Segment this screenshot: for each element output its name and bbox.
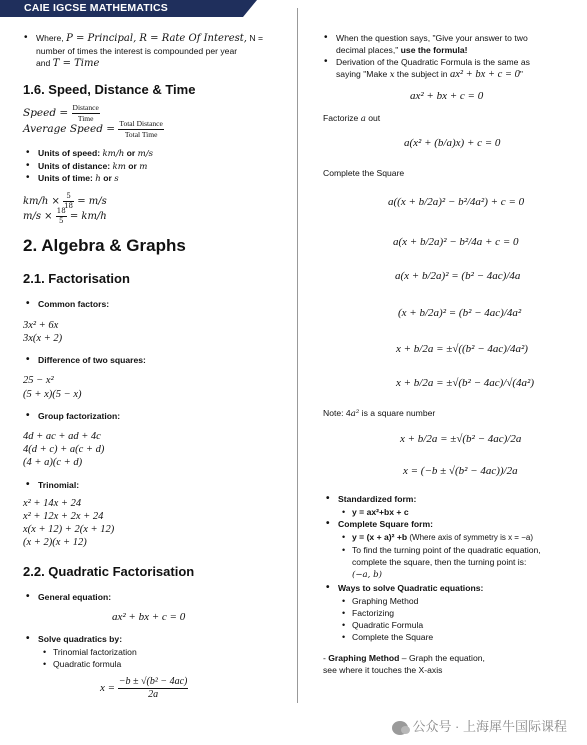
- std-form-eq: y = ax²+bx + c: [352, 507, 409, 517]
- conv2-a: m/s ×: [23, 211, 56, 222]
- note-a: Note: 4: [323, 408, 351, 418]
- units-time-v1: h: [95, 174, 101, 184]
- tr-line3: x(x + 12) + 2(x + 12): [23, 524, 115, 535]
- difference-squares-label: • Difference of two squares:: [38, 354, 146, 366]
- complete-square-label: Complete the Square: [323, 168, 405, 178]
- b1-line2b: use the formula!: [400, 45, 468, 55]
- tr-line2: x² + 12x + 2x + 24: [23, 511, 104, 522]
- ds-line2: (5 + x)(5 − x): [23, 389, 82, 400]
- units-time: [38, 172, 119, 185]
- eq-cs1: a((x + b/2a)² − b²/4a²) + c = 0: [388, 196, 525, 208]
- conv1-a: km/h ×: [23, 196, 64, 207]
- units-time-or: or: [100, 173, 115, 183]
- b2-line2b: the subject in: [394, 69, 450, 79]
- units-speed-label: Units of speed:: [38, 148, 103, 158]
- general-equation-formula: ax² + bx + c = 0: [112, 611, 186, 623]
- gf-line2: 4(d + c) + a(c + d): [23, 444, 105, 455]
- turning-point-note: [352, 544, 541, 581]
- tp-line1: To find the turning point of the quadratic equation,: [352, 545, 541, 555]
- trinomial-label: • Trinomial:: [38, 479, 79, 491]
- eq-cs8: x = (−b ± √(b² − 4ac))/2a: [403, 465, 518, 477]
- tr-line1: x² + 14x + 24: [23, 498, 82, 509]
- general-equation-label: • General equation:: [38, 591, 111, 603]
- factorize-label: [323, 112, 380, 125]
- complete-square-form-label: • Complete Square form:: [338, 518, 433, 530]
- right-bullet-derivation: [336, 56, 530, 81]
- note-b: is a square number: [359, 408, 436, 418]
- units-speed-v1: km/h: [102, 149, 125, 159]
- eq-cs4: (x + b/2a)² = (b² − 4ac)/4a²: [398, 307, 522, 319]
- b1-line2a: decimal places,": [336, 45, 401, 55]
- where-vars: P = Principal, R = Rate Of Interest,: [66, 33, 247, 44]
- speed-label: Speed =: [23, 106, 72, 119]
- units-dist-v1: km: [112, 162, 126, 172]
- where-prefix: Where,: [36, 33, 67, 43]
- graphing-method-note: [323, 652, 485, 676]
- header-title: CAIE IGCSE MATHEMATICS: [24, 2, 169, 14]
- complete-square-form-eq: [352, 531, 533, 544]
- qf-den: 2a: [148, 689, 159, 700]
- gm-line2: see where it touches the X-axis: [323, 665, 443, 675]
- eq-cs6: x + b/2a = ±√(b² − 4ac)/√(4a²): [396, 377, 535, 389]
- gm-dash: -: [323, 653, 329, 663]
- speed-num: Distance: [72, 103, 99, 112]
- conv1-num: 5: [63, 193, 74, 202]
- b2-line2eq: ax² + bx + c = 0: [449, 69, 520, 80]
- factorize-b: out: [365, 113, 381, 123]
- eq-main: ax² + bx + c = 0: [410, 90, 484, 102]
- conv2-b: = km/h: [66, 211, 107, 222]
- note-square: [323, 407, 435, 420]
- tp-line2: complete the square, then the turning point is:: [352, 557, 527, 567]
- header-banner: [0, 0, 243, 17]
- b2-line2x: x: [389, 70, 395, 80]
- units-dist-label: Units of distance:: [38, 161, 113, 171]
- conv2-den: 5: [58, 217, 64, 225]
- units-speed-v2: m/s: [137, 149, 154, 159]
- b1-line1: When the question says, "Give your answer to two: [336, 33, 528, 43]
- gm-bold: Graphing Method: [328, 653, 400, 663]
- where-n: N =: [246, 33, 263, 43]
- units-dist-or: or: [125, 161, 140, 171]
- conv1-den: 18: [64, 202, 74, 210]
- common-factors-label: • Common factors:: [38, 298, 109, 310]
- factorize-a: Factorize: [323, 113, 361, 123]
- where-note: [36, 32, 263, 70]
- where-line3-var: T = Time: [52, 58, 100, 69]
- cs-form-eq: y = (x + a)² +b: [352, 532, 408, 542]
- avgspeed-den: Total Time: [124, 129, 158, 139]
- speed-den: Time: [77, 113, 94, 123]
- cf-line2: 3x(x + 2): [23, 333, 63, 344]
- eq-cs5: x + b/2a = ±√((b² − 4ac)/4a²): [396, 343, 528, 355]
- ways-label: • Ways to solve Quadratic equations:: [338, 582, 483, 594]
- ds-line1: 25 − x²: [23, 375, 54, 386]
- where-line2: number of times the interest is compounded per year: [36, 46, 238, 56]
- conv1-b: = m/s: [74, 196, 107, 207]
- tr-line4: (x + 2)(x + 12): [23, 537, 87, 548]
- ways-item-4: • Complete the Square: [352, 631, 433, 643]
- standardized-form-eq: [352, 506, 409, 518]
- units-time-label: Units of time:: [38, 173, 96, 183]
- avgspeed-formula: [23, 120, 164, 138]
- units-speed-or: or: [124, 148, 138, 158]
- where-line3-prefix: and: [36, 58, 53, 68]
- tp-line3: (−a, b): [352, 570, 382, 580]
- eq-cs7: x + b/2a = ±√(b² − 4ac)/2a: [400, 433, 522, 445]
- standardized-form-label: • Standardized form:: [338, 493, 416, 505]
- ways-item-2: • Factorizing: [352, 607, 394, 619]
- b2-line2c: ": [519, 69, 523, 79]
- section-algebra-heading: 2. Algebra & Graphs: [23, 236, 186, 255]
- solve-item-1: • Trinomial factorization: [53, 646, 137, 658]
- note-v: a²: [350, 409, 360, 419]
- cs-form-note: (Where axis of symmetry is x = −a): [407, 533, 533, 542]
- conv2-num: 18: [56, 207, 66, 215]
- avgspeed-label: Average Speed =: [23, 122, 119, 135]
- eq-cs2: a(x + b/2a)² − b²/4a + c = 0: [393, 236, 519, 248]
- b2-line2a: saying "Make: [336, 69, 390, 79]
- section-speed-heading: 1.6. Speed, Distance & Time: [23, 82, 196, 97]
- ways-item-1: • Graphing Method: [352, 595, 418, 607]
- cf-line1: 3x² + 6x: [23, 320, 59, 331]
- ways-item-3: • Quadratic Formula: [352, 619, 423, 631]
- section-quadratic-heading: 2.2. Quadratic Factorisation: [23, 564, 195, 579]
- units-speed: [38, 147, 153, 160]
- gf-line1: 4d + ac + ad + 4c: [23, 431, 101, 442]
- watermark: [392, 716, 567, 735]
- quadratic-formula-left: [100, 677, 188, 700]
- section-factorisation-heading: 2.1. Factorisation: [23, 271, 130, 286]
- eq-factorized: a(x² + (b/a)x) + c = 0: [404, 137, 501, 149]
- qf-x: x =: [100, 682, 118, 695]
- column-divider: [297, 8, 298, 703]
- solve-quadratics-label: • Solve quadratics by:: [38, 633, 122, 645]
- solve-item-2: • Quadratic formula: [53, 658, 121, 670]
- b2-line1: Derivation of the Quadratic Formula is the same as: [336, 57, 530, 67]
- gf-line3: (4 + a)(c + d): [23, 457, 83, 468]
- right-bullet-decimal: [336, 32, 528, 56]
- gm-rest: – Graph the equation,: [399, 653, 485, 663]
- qf-num: −b ± √(b² − 4ac): [118, 676, 188, 687]
- watermark-text: 公众号 · 上海犀牛国际课程: [412, 719, 567, 734]
- units-dist-v2: m: [139, 162, 148, 172]
- wechat-icon: [392, 721, 408, 735]
- group-factorization-label: • Group factorization:: [38, 410, 120, 422]
- factorize-v: a: [360, 114, 366, 124]
- eq-cs3: a(x + b/2a)² = (b² − 4ac)/4a: [395, 270, 521, 282]
- units-time-v2: s: [114, 174, 119, 184]
- conversion-ms-to-kmh: [23, 208, 107, 225]
- avgspeed-num: Total Distance: [119, 119, 163, 128]
